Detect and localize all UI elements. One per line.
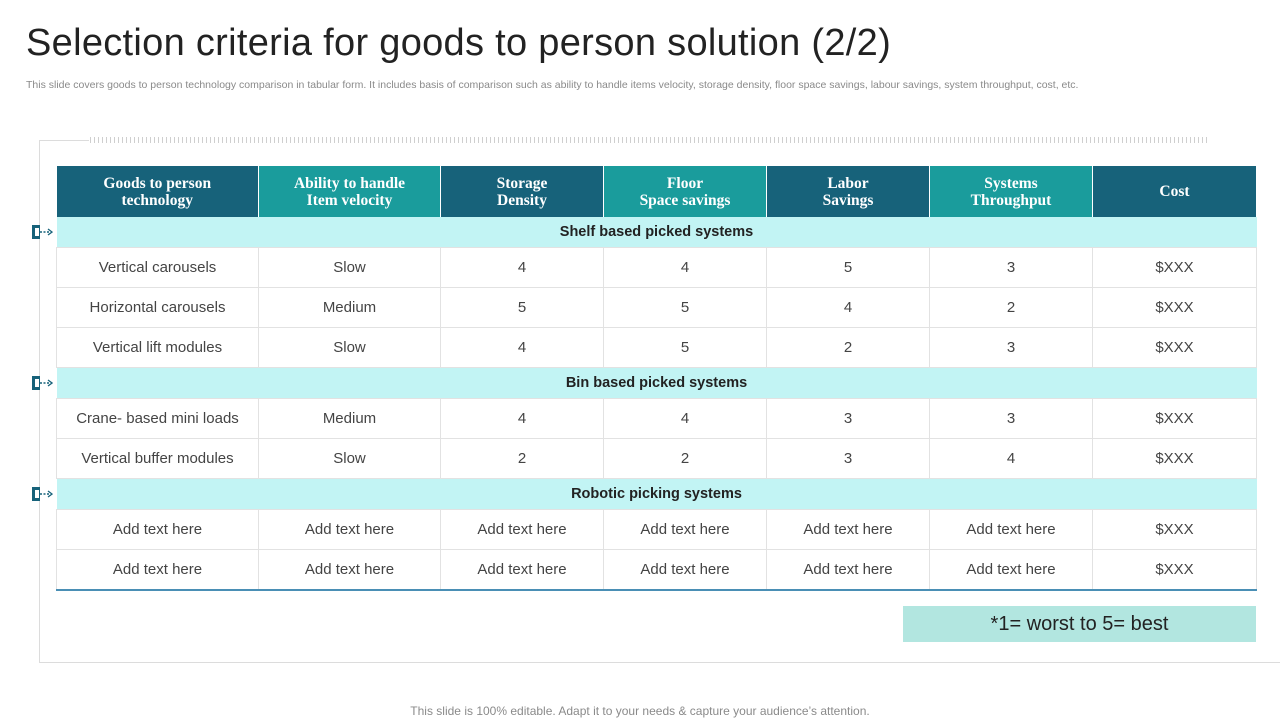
- comparison-table: [56, 166, 1257, 591]
- table-cell: Crane- based mini loads: [57, 399, 259, 439]
- header-text-line: Cost: [1159, 183, 1190, 200]
- table-cell: Slow: [259, 439, 441, 479]
- header-systems-throughput: [930, 166, 1093, 217]
- table-cell: Add text here: [57, 510, 259, 550]
- group-marker-icon: [31, 486, 53, 502]
- table-row: [57, 439, 1257, 479]
- legend-box: [903, 606, 1256, 642]
- table-cell: 2: [930, 288, 1093, 328]
- table-cell: 4: [604, 248, 767, 288]
- header-text-line: Labor: [827, 174, 869, 192]
- table-cell: Vertical buffer modules: [57, 439, 259, 479]
- group-marker-icon: [31, 224, 53, 240]
- table-cell: Add text here: [930, 510, 1093, 550]
- table-cell: 3: [767, 439, 930, 479]
- slide-subtitle: This slide covers goods to person technology comparison in tabular form. It includes basis of comparison such as ability to handle items velocity, storage density, floor space savings, labour savings, system throughput, cost, etc.: [26, 79, 1079, 91]
- table-cell: 3: [767, 399, 930, 439]
- header-text-line: Throughput: [970, 191, 1052, 209]
- table-row: [57, 248, 1257, 288]
- header-text-line: Systems: [984, 174, 1038, 192]
- table-cell: Medium: [259, 288, 441, 328]
- table-cell: $XXX: [1093, 439, 1257, 479]
- table-cell: 3: [930, 399, 1093, 439]
- table-cell: 3: [930, 248, 1093, 288]
- table-row: [57, 328, 1257, 368]
- table-row: [57, 288, 1257, 328]
- table-cell: 4: [441, 399, 604, 439]
- frame-line-left: [39, 140, 40, 662]
- table-cell: Vertical lift modules: [57, 328, 259, 368]
- table-body: [57, 217, 1257, 590]
- group-row: [57, 217, 1257, 248]
- table-cell: $XXX: [1093, 328, 1257, 368]
- table-cell: 5: [441, 288, 604, 328]
- header-storage-density: [441, 166, 604, 217]
- table-cell: 2: [441, 439, 604, 479]
- table-cell: Add text here: [604, 550, 767, 591]
- table-cell: 5: [767, 248, 930, 288]
- header-text-line: Space savings: [639, 191, 731, 209]
- header-item-velocity: [259, 166, 441, 217]
- table-cell: 5: [604, 328, 767, 368]
- table-cell: Add text here: [604, 510, 767, 550]
- table-cell: Medium: [259, 399, 441, 439]
- table-cell: Add text here: [441, 550, 604, 591]
- header-text-line: Storage: [496, 174, 548, 192]
- header-text-line: Ability to handle: [293, 174, 406, 192]
- table-cell: 4: [441, 248, 604, 288]
- frame-line-bottom: [39, 662, 1280, 663]
- header-text-line: Density: [497, 191, 547, 209]
- header-text-line: Item velocity: [306, 191, 393, 209]
- dotted-divider: [90, 137, 1210, 143]
- table-cell: $XXX: [1093, 248, 1257, 288]
- table-cell: Vertical carousels: [57, 248, 259, 288]
- table-cell: Add text here: [259, 550, 441, 591]
- header-text-line: Savings: [822, 191, 874, 209]
- header-cost: [1093, 166, 1257, 217]
- table-cell: Add text here: [767, 550, 930, 591]
- table-cell: Add text here: [930, 550, 1093, 591]
- table-cell: $XXX: [1093, 399, 1257, 439]
- table-cell: 2: [604, 439, 767, 479]
- table-cell: 3: [930, 328, 1093, 368]
- legend-text: *1= worst to 5= best: [990, 612, 1169, 635]
- group-marker-icon: [31, 375, 53, 391]
- table-cell: Add text here: [441, 510, 604, 550]
- table-cell: $XXX: [1093, 510, 1257, 550]
- header-text-line: Goods to person: [103, 174, 212, 192]
- table-cell: $XXX: [1093, 288, 1257, 328]
- group-row: [57, 368, 1257, 399]
- header-text-line: Floor: [666, 174, 704, 192]
- table-cell: 5: [604, 288, 767, 328]
- table-cell: 2: [767, 328, 930, 368]
- slide-title: Selection criteria for goods to person solution (2/2): [26, 22, 892, 64]
- table-row: [57, 510, 1257, 550]
- group-label: Robotic picking systems: [57, 479, 1257, 510]
- slide-footer: This slide is 100% editable. Adapt it to your needs & capture your audience’s attention.: [410, 704, 870, 718]
- frame-line-top: [39, 140, 89, 141]
- header-labor-savings: [767, 166, 930, 217]
- table-header-row: [57, 166, 1257, 217]
- table-cell: Add text here: [767, 510, 930, 550]
- table-cell: Add text here: [259, 510, 441, 550]
- header-text-line: technology: [121, 191, 193, 209]
- group-label: Bin based picked systems: [57, 368, 1257, 399]
- table-cell: 4: [767, 288, 930, 328]
- header-technology: [57, 166, 259, 217]
- group-row: [57, 479, 1257, 510]
- header-floor-space-savings: [604, 166, 767, 217]
- table-cell: 4: [930, 439, 1093, 479]
- table-cell: Add text here: [57, 550, 259, 591]
- table-cell: 4: [441, 328, 604, 368]
- table-cell: Slow: [259, 248, 441, 288]
- table-cell: 4: [604, 399, 767, 439]
- table-cell: Horizontal carousels: [57, 288, 259, 328]
- table-row: [57, 399, 1257, 439]
- table-cell: $XXX: [1093, 550, 1257, 591]
- table-cell: Slow: [259, 328, 441, 368]
- table-row: [57, 550, 1257, 591]
- group-label: Shelf based picked systems: [57, 217, 1257, 248]
